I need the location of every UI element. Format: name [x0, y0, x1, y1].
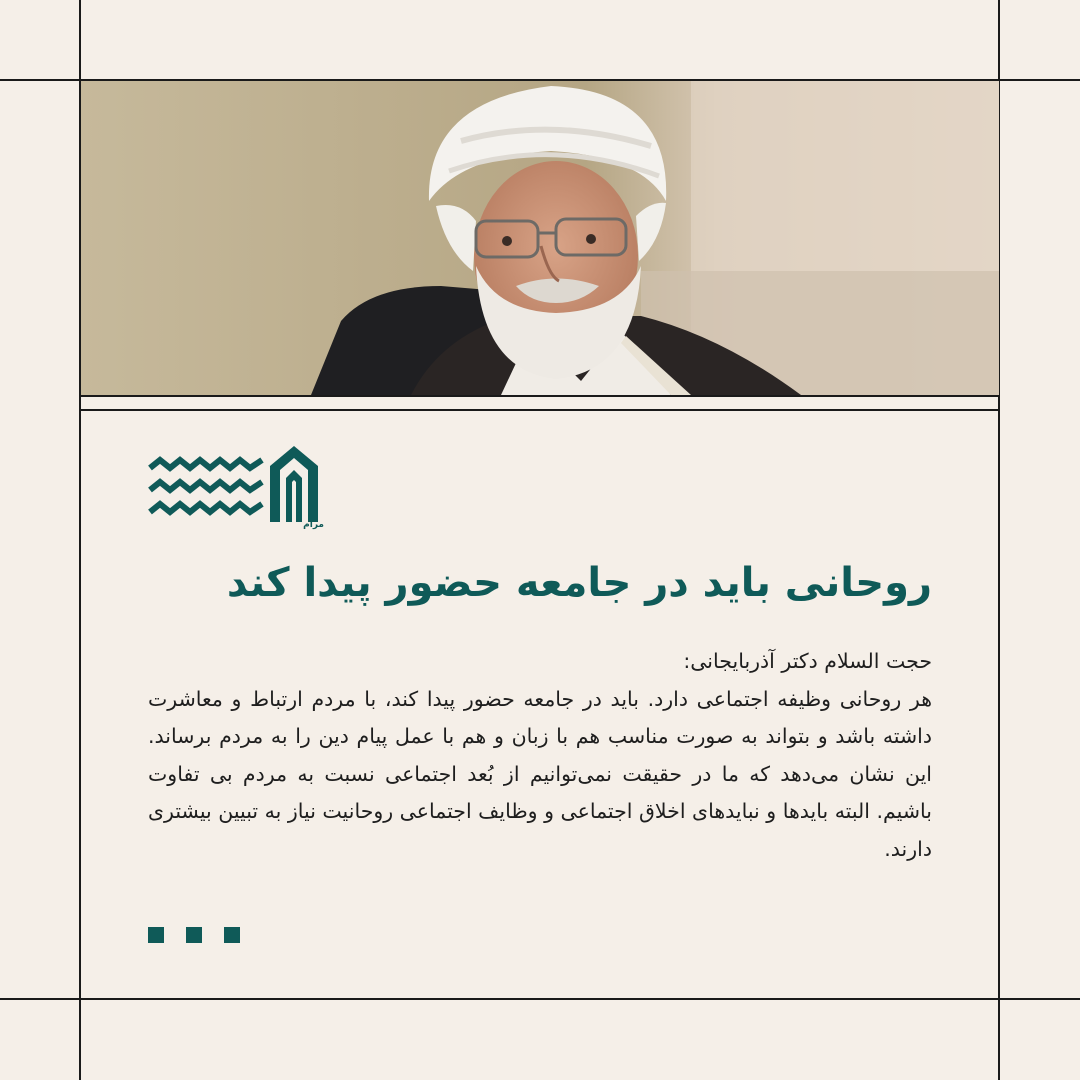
quote-text: هر روحانی وظیفه اجتماعی دارد. باید در جامعه حضور پیدا کند، با مردم ارتباط و معاشرت داشته باشد و بتواند به صورت مناسب هم با زبان و هم با عمل پیام دین را به مردم برساند. این نشان می‌دهد که ما در حقیقت نمی‌توانیم از بُعد اجتماعی نسبت به مردم بی تفاوت باشیم. البته بایدها و نبایدهای اخلاق اجتماعی و وظایف اجتماعی روحانیت نیاز به تبیین بیشتری دارند.: [148, 686, 932, 861]
content-divider-line: [81, 409, 998, 411]
frame-line-bottom: [0, 998, 1080, 1000]
square-dot-icon: [224, 927, 240, 943]
headline: روحانی باید در جامعه حضور پیدا کند: [226, 560, 932, 606]
logo-caption: مرام: [303, 520, 324, 530]
square-dot-icon: [186, 927, 202, 943]
square-dot-icon: [148, 927, 164, 943]
decorative-dots: [148, 927, 240, 943]
speaker-portrait-photo: [81, 81, 999, 395]
quote-block: [148, 643, 932, 868]
photo-divider-line: [81, 395, 998, 397]
speaker-name: حجت السلام دکتر آذربایجانی:: [683, 649, 932, 673]
